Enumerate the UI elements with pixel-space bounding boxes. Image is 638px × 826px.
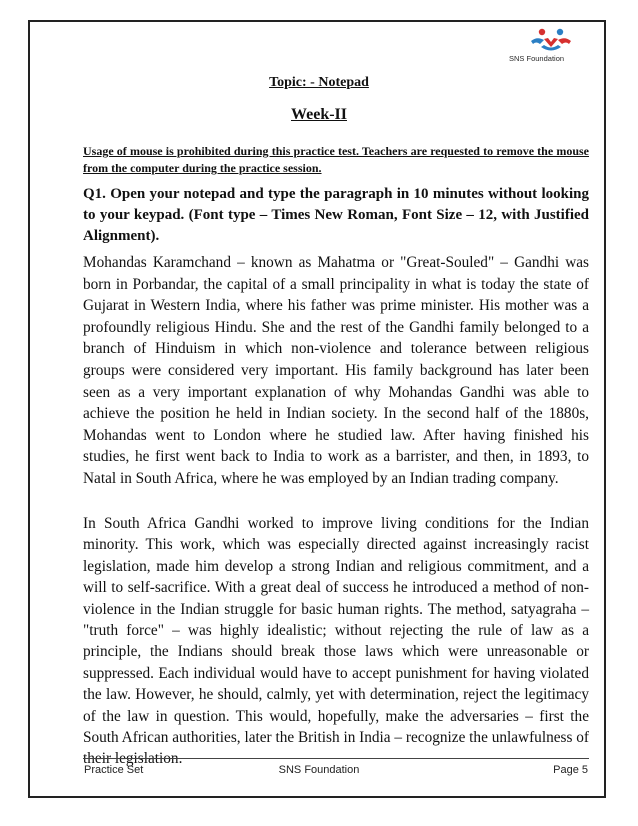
week-heading: Week-II	[291, 106, 347, 123]
paragraph-1: Mohandas Karamchand – known as Mahatma or "Great-Souled" – Gandhi was born in Porbandar, the capital of a small principality in what is today the state of Gujarat in Western India, where his father was prime minister. His mother was a profoundly religious Hindu. She and the rest of the Gandhi family belonged to a branch of Hinduism in which non-violence and tolerance between religious groups were considered very important. His family background has later been seen as a very important explanation of why Mohandas Gandhi was able to achieve the position he held in Indian society. In the second half of the 1880s, Mohandas went to London where he studied law. After having finished his studies, he first went back to India to work as a barrister, and then, in 1893, to Natal in South Africa, where he was employed by an Indian trading company.	[83, 254, 589, 487]
paragraph-2: In South Africa Gandhi worked to improve living conditions for the Indian minority. This work, which was especially directed against increasingly racist legislation, made him develop a strong Indian and religious commitment, and a will to self-sacrifice. With a great deal of success he introduced a method of non-violence in the Indian struggle for basic human rights. The method, satyagraha – "truth force" – was highly idealistic; without rejecting the rule of law as a principle, the Indians should break those laws which were unreasonable or suppressed. Each individual would have to accept punishment for having violated the law. However, he should, calmly, yet with determination, reject the legitimacy of the law in question. This would, hopefully, make the adversaries – first the South African authorities, later the British in India – recognize the unlawfulness of their legislation.	[83, 515, 589, 768]
sns-logo-icon	[527, 27, 575, 53]
footer-page-number: Page 5	[553, 764, 588, 776]
notice-text: Usage of mouse is prohibited during this practice test. Teachers are requested to remove the mouse from the computer during the practice session.	[83, 144, 589, 175]
footer-left: Practice Set	[84, 764, 144, 776]
sns-logo	[507, 27, 597, 67]
topic-heading: Topic: - Notepad	[269, 75, 369, 90]
footer-center: SNS Foundation	[278, 764, 360, 776]
footer-divider	[83, 758, 589, 759]
logo-text: SNS Foundation	[509, 54, 565, 63]
question-text: Q1. Open your notepad and type the paragraph in 10 minutes without looking to your keypad. (Font type – Times New Roman, Font Size – 12, with Justified Alignment).	[83, 186, 589, 244]
